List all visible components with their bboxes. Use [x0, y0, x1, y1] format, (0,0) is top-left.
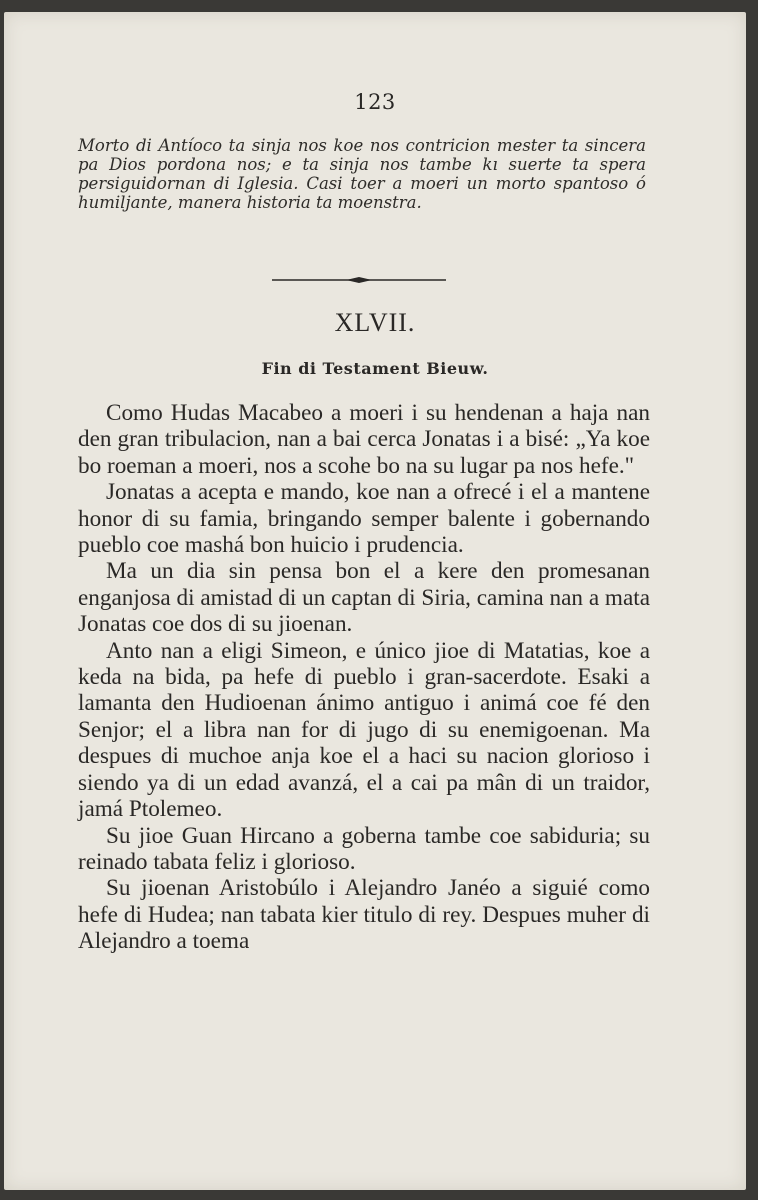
paragraph: Ma un dia sin pensa bon el a kere den promesanan enganjosa di amistad di un captan di Siria, camina nan a mata Jonatas coe dos di su jioenan. — [78, 558, 650, 638]
page-number: 123 — [354, 90, 396, 114]
chapter-number: XLVII. — [334, 308, 416, 337]
paragraph: Su jioe Guan Hircano a goberna tambe coe sabiduria; su reinado tabata feliz i glorioso. — [78, 822, 650, 875]
paragraph: Jonatas a acepta e mando, koe nan a ofrecé i el a mantene honor di su famia, bringando semper balente i gobernando pueblo coe mashá bon huicio i prudencia. — [78, 479, 650, 559]
paragraph: Como Hudas Macabeo a moeri i su hendenan a haja nan den gran tribulacion, nan a bai cerca Jonatas i a bisé: „Ya koe bo roeman a moeri, nos a scohe bo na su lugar pa nos hefe." — [78, 400, 650, 479]
paragraph: Su jioenan Aristobúlo i Alejandro Janéo a siguié como hefe di Hudea; nan tabata kier titulo di rey. Despues muher di Alejandro a toema — [78, 875, 650, 955]
body-text — [78, 400, 650, 955]
book-page — [4, 12, 746, 1190]
italic-note: Morto di Antíoco ta sinja nos koe nos contricion mester ta sincera pa Dios pordona nos; e ta sinja nos tambe kı suerte ta spera persiguidornan di Iglesia. Casi toer a moeri un morto spantoso ó humiljante, manera historia ta moenstra. — [78, 136, 646, 212]
paragraph: Anto nan a eligi Simeon, e único jioe di Matatias, koe a keda na bida, pa hefe di pueblo i gran-sacerdote. Esaki a lamanta den Hudioenan ánimo antiguo i animá coe fé den Senjor; el a libra nan for di jugo di su enemigoenan. Ma despues di muchoe anja koe el a haci su nacion glorioso i siendo ya di un edad avanzá, el a cai pa mân di un traidor, jamá Ptolemeo. — [78, 637, 650, 823]
chapter-title: Fin di Testament Bieuw. — [261, 359, 489, 378]
divider-ornament — [272, 274, 446, 286]
